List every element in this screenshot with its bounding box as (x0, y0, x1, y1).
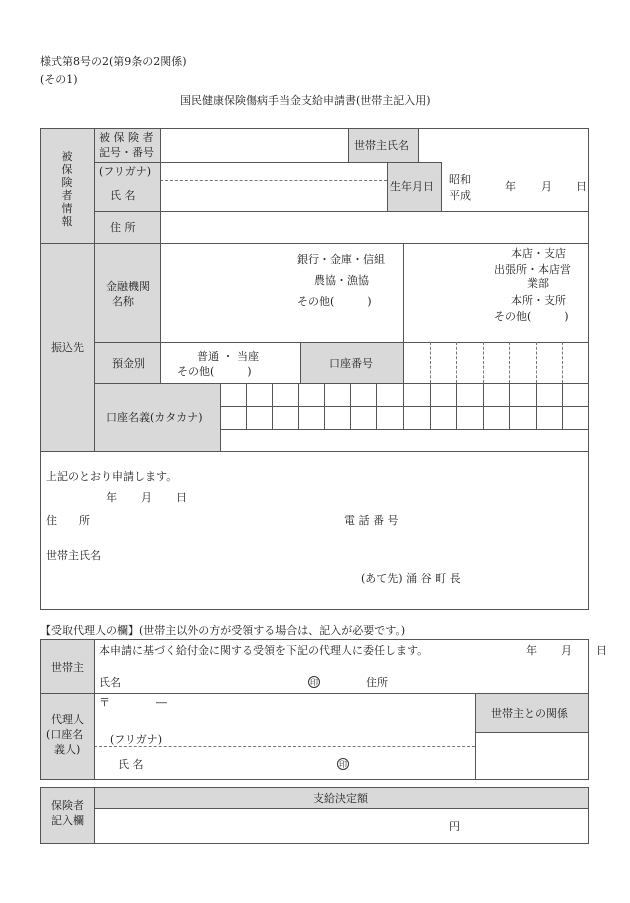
declaration-year: 年 (106, 491, 117, 504)
deposit-type-label: 預金別 (112, 357, 145, 370)
birth-day: 日 (576, 180, 587, 193)
householder-name-label: 世帯主氏名 (354, 139, 409, 152)
form-part: (その1) (40, 73, 78, 86)
account-holder-label: 口座名義(カタカナ) (106, 411, 203, 424)
branch-types-2: 出張所・本店営 (494, 263, 571, 276)
branch-types-3: 業部 (527, 277, 549, 290)
institution-label-1: 金融機関 (106, 280, 150, 293)
form-number: 様式第8号の2(第9条の2関係) (40, 55, 187, 68)
postal-mark: 〒 (99, 696, 110, 709)
agent-name-label: 氏 名 (118, 758, 144, 771)
declaration-day: 日 (176, 491, 187, 504)
agent-householder-label: 世帯主 (51, 661, 84, 674)
declaration-householder-label: 世帯主氏名 (46, 549, 101, 562)
currency-label: 円 (449, 820, 460, 833)
agent-label-1: 代理人 (51, 713, 84, 726)
insurer-label-2: 記入欄 (51, 814, 84, 827)
agent-label-2: (口座名 (46, 728, 84, 741)
householder-address-label: 住所 (366, 676, 388, 689)
institution-label-2: 名称 (112, 295, 134, 308)
bank-types-2: 農協・漁協 (314, 274, 369, 287)
deposit-options: 普通 ・ 当座 (197, 350, 259, 363)
amount-label: 支給決定額 (313, 792, 368, 805)
declaration-statement: 上記のとおり申請します。 (46, 470, 178, 483)
address-label: 住 所 (110, 221, 136, 234)
birth-month: 月 (541, 180, 552, 193)
seal-mark-icon: 印 (310, 678, 318, 687)
name-label: 氏 名 (110, 189, 136, 202)
delegation-day: 日 (596, 644, 607, 657)
agent-seal-icon: 印 (339, 760, 347, 769)
account-number-label: 口座番号 (329, 357, 373, 370)
deposit-other: その他( ) (177, 365, 252, 378)
insured-number-label-1: 被 保 険 者 (99, 131, 154, 144)
agent-label-3: 義人) (54, 743, 81, 756)
furigana-label: (フリガナ) (99, 165, 152, 178)
declaration-address-label: 住 所 (46, 514, 90, 527)
addressee: (あて先) 涌 谷 町 長 (361, 572, 461, 585)
page-title: 国民健康保険傷病手当金支給申請書(世帯主記入用) (180, 94, 431, 107)
branch-other: その他( ) (494, 310, 569, 323)
branch-types-1: 本店・支店 (511, 247, 566, 260)
householder-name-field-label: 氏名 (99, 676, 121, 689)
postal-dash: ― (156, 696, 167, 709)
agent-furigana-label: (フリガナ) (110, 733, 163, 746)
birth-year: 年 (505, 180, 516, 193)
declaration-phone-label: 電 話 番 号 (344, 514, 399, 527)
insured-number-label-2: 記号・番号 (99, 146, 154, 159)
branch-types-4: 本所・支所 (511, 294, 566, 307)
delegation-month: 月 (561, 644, 572, 657)
birthdate-label: 生年月日 (390, 180, 434, 193)
transfer-section-label: 振込先 (51, 341, 84, 354)
bank-other: その他( ) (297, 295, 372, 308)
delegation-year: 年 (526, 644, 537, 657)
agent-section-heading: 【受取代理人の欄】(世帯主以外の方が受領する場合は、記入が必要です。) (40, 624, 406, 637)
era-heisei: 平成 (449, 189, 471, 202)
era-showa: 昭和 (449, 173, 471, 186)
insurer-label-1: 保険者 (51, 799, 84, 812)
insured-section-label: 被保険者情報 (61, 150, 73, 228)
declaration-month: 月 (141, 491, 152, 504)
delegation-text: 本申請に基づく給付金に関する受領を下記の代理人に委任します。 (99, 644, 429, 657)
bank-types-1: 銀行・金庫・信組 (297, 253, 385, 266)
relation-label: 世帯主との関係 (491, 707, 568, 720)
